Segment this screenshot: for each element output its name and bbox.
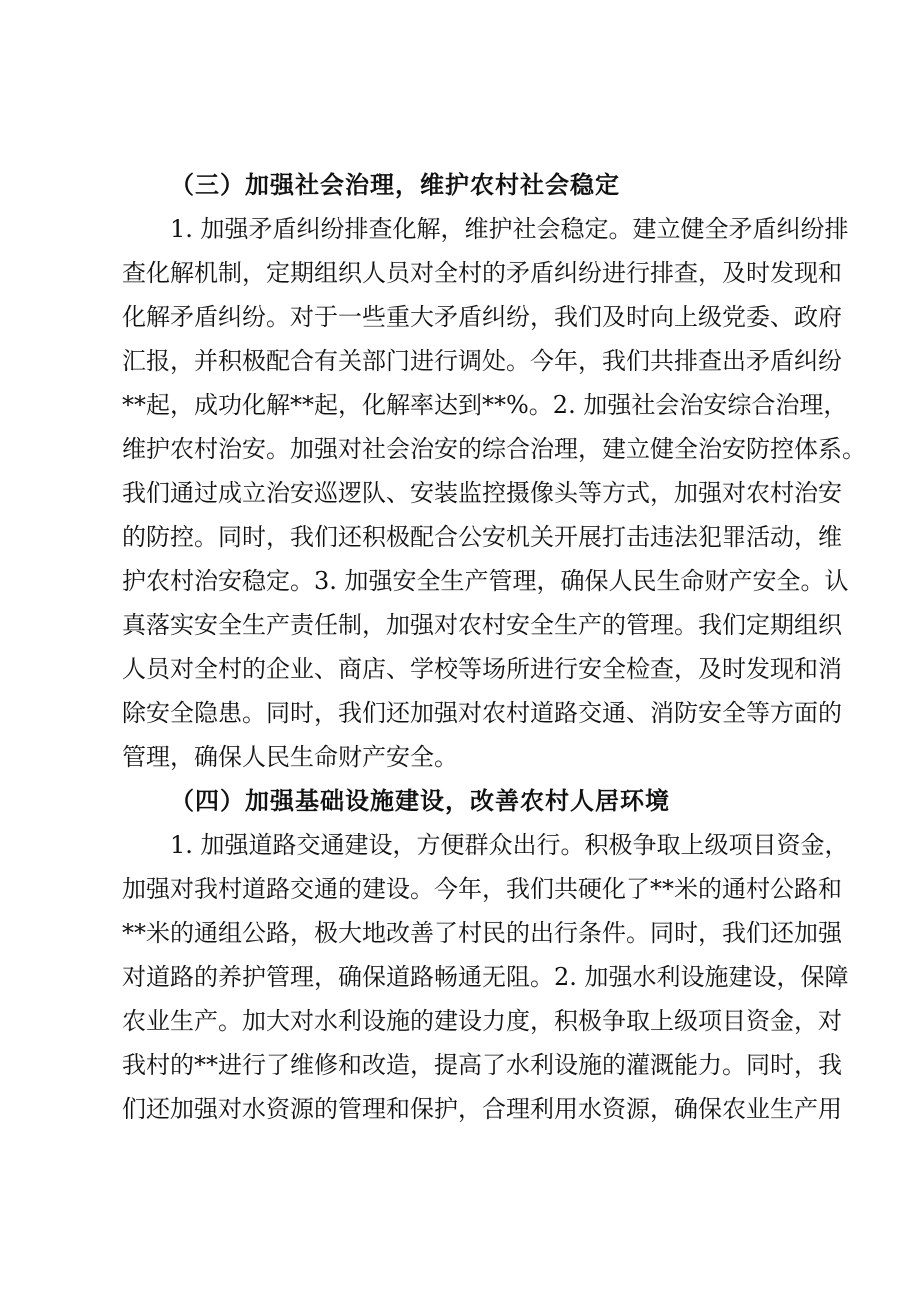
paragraph-line: 对道路的养护管理，确保道路畅通无阻。2. 加强水利设施建设，保障 — [122, 963, 849, 991]
paragraph-line: 化解矛盾纠纷。对于一些重大矛盾纠纷，我们及时向上级党委、政府 — [122, 303, 842, 331]
paragraph-line: **米的通组公路，极大地改善了村民的出行条件。同时，我们还加强 — [122, 919, 842, 947]
paragraph-line: 维护农村治安。加强对社会治安的综合治理，建立健全治安防控体系。 — [122, 435, 866, 463]
paragraph-line: 的防控。同时，我们还积极配合公安机关开展打击违法犯罪活动，维 — [122, 523, 842, 551]
paragraph-line: 查化解机制，定期组织人员对全村的矛盾纠纷进行排查，及时发现和 — [122, 259, 842, 287]
paragraph-line: 人员对全村的企业、商店、学校等场所进行安全检查，及时发现和消 — [122, 655, 842, 683]
paragraph-line: 我们通过成立治安巡逻队、安装监控摄像头等方式，加强对农村治安 — [122, 479, 842, 507]
paragraph-line: 加强对我村道路交通的建设。今年，我们共硬化了**米的通村公路和 — [122, 875, 842, 903]
paragraph-line: 我村的**进行了维修和改造，提高了水利设施的灌溉能力。同时，我 — [122, 1051, 842, 1079]
section-heading: （四）加强基础设施建设，改善农村人居环境 — [170, 786, 670, 815]
paragraph-line: 汇报，并积极配合有关部门进行调处。今年，我们共排查出矛盾纠纷 — [122, 347, 842, 375]
paragraph-line: 农业生产。加大对水利设施的建设力度，积极争取上级项目资金，对 — [122, 1007, 842, 1035]
paragraph-line: 真落实安全生产责任制，加强对农村安全生产的管理。我们定期组织 — [122, 611, 842, 639]
section-heading: （三）加强社会治理，维护农村社会稳定 — [170, 170, 620, 199]
paragraph-line: **起，成功化解**起，化解率达到**%。2. 加强社会治安综合治理， — [122, 391, 848, 419]
paragraph-line: 管理，确保人民生命财产安全。 — [122, 743, 458, 771]
paragraph-line: 护农村治安稳定。3. 加强安全生产管理，确保人民生命财产安全。认 — [122, 567, 849, 595]
paragraph-line: 1. 加强道路交通建设，方便群众出行。积极争取上级项目资金， — [170, 831, 849, 859]
paragraph-line: 1. 加强矛盾纠纷排查化解，维护社会稳定。建立健全矛盾纠纷排 — [170, 215, 849, 243]
paragraph-line: 除安全隐患。同时，我们还加强对农村道路交通、消防安全等方面的 — [122, 699, 842, 727]
paragraph-line: 们还加强对水资源的管理和保护，合理利用水资源，确保农业生产用 — [122, 1095, 842, 1123]
